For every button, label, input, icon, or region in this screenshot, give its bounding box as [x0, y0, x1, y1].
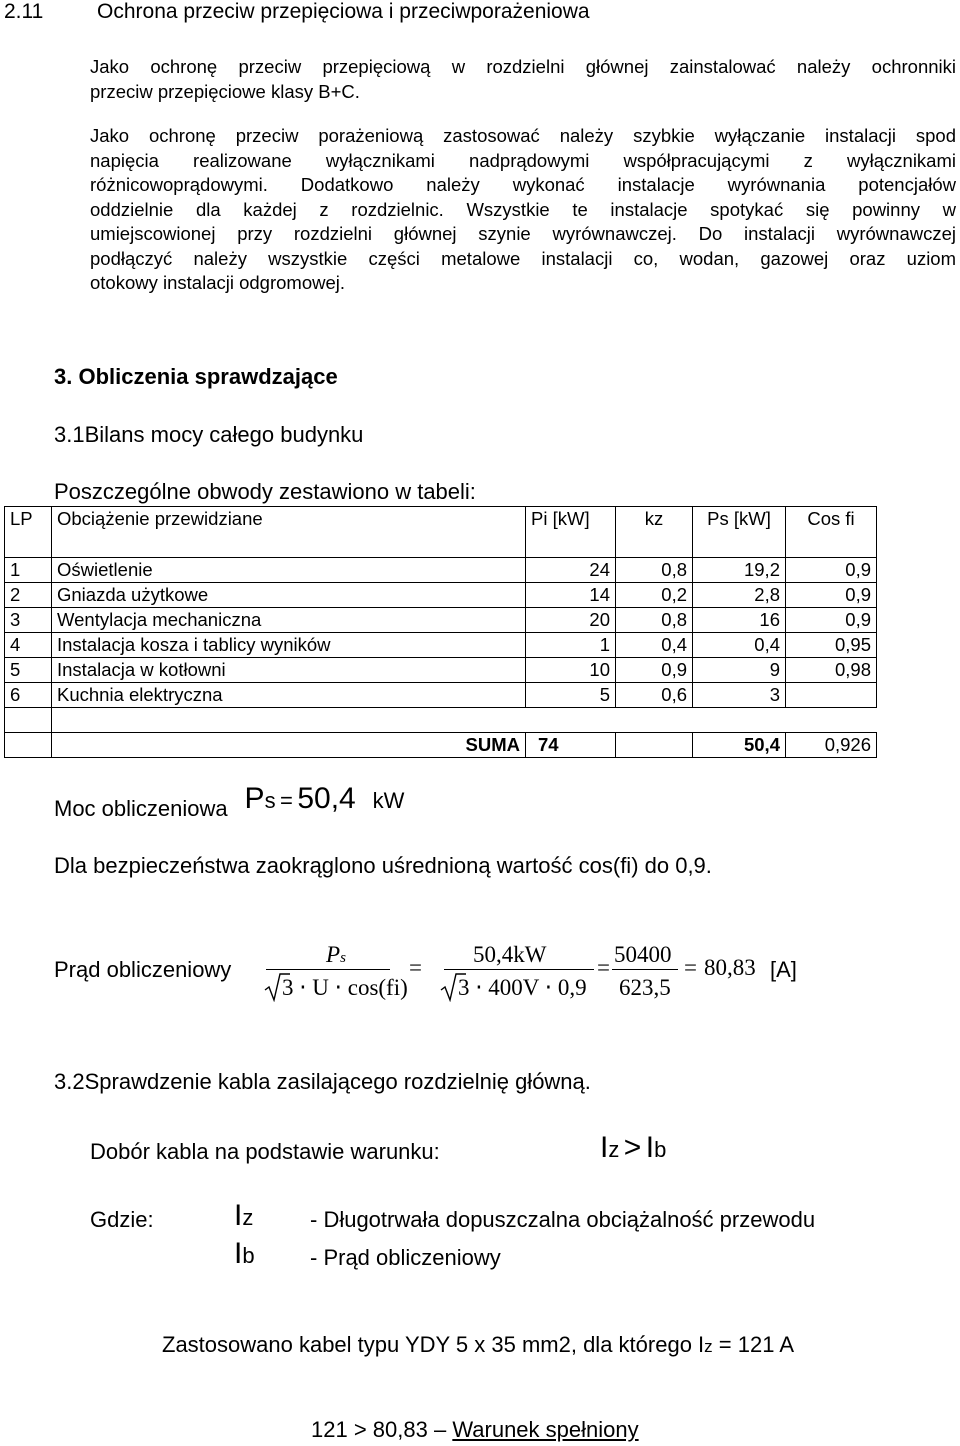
- section-number: 2.11: [4, 0, 44, 23]
- ib-subscript: b: [242, 1243, 255, 1268]
- fraction-3-denominator: 623,5: [619, 975, 671, 1000]
- table-row: [5, 583, 877, 608]
- iz-subscript: z: [242, 1205, 254, 1230]
- paragraph-line: napięcia realizowane wyłącznikami nadprądowymi współpracującymi z wyłącznikami: [90, 149, 956, 171]
- cell-kz: 0,4: [616, 633, 693, 658]
- cell-empty: [786, 708, 877, 733]
- cell-pi: 20: [526, 608, 616, 633]
- current-result: 80,83: [704, 955, 756, 980]
- paragraph-line: różnicowoprądowymi. Dodatkowo należy wykonać instalacje wyrównania potencjałów: [90, 174, 956, 195]
- cell-lp: 2: [5, 583, 52, 608]
- cell-pi: 1: [526, 633, 616, 658]
- cell-empty: [52, 708, 526, 733]
- ib-subscript: b: [654, 1137, 667, 1162]
- sum-pi: 74: [526, 733, 616, 758]
- paragraph-surge-protection: [90, 55, 956, 104]
- ib-symbol: I: [645, 1131, 655, 1164]
- current-unit: [A]: [770, 957, 797, 982]
- subsection-number: 3.2: [54, 1069, 85, 1094]
- iz-symbol: I: [600, 1131, 609, 1164]
- cell-empty: [5, 708, 52, 733]
- paragraph-line: Jako ochronę przeciw porażeniową zastosować należy szybkie wyłączanie instalacji spod: [90, 125, 956, 146]
- paragraph-line: przeciw przepięciowe klasy B+C.: [90, 80, 360, 102]
- cell-pi: 5: [526, 683, 616, 708]
- cell-empty: [5, 733, 52, 758]
- cable-subscript: z: [704, 1337, 713, 1356]
- power-unit: kW: [372, 788, 405, 813]
- equals-sign: =: [280, 788, 293, 813]
- table-row: [5, 633, 877, 658]
- cell-pi: 10: [526, 658, 616, 683]
- header-kz: kz: [616, 507, 693, 558]
- subsection-title: Sprawdzenie kabla zasilającego rozdzielnię główną.: [84, 1069, 591, 1094]
- iz-subscript: z: [608, 1137, 620, 1162]
- power-symbol: P: [244, 782, 265, 815]
- table-row: [5, 608, 877, 633]
- greater-than-sign: >: [623, 1131, 642, 1164]
- load-table: [4, 506, 877, 758]
- sum-cos: 0,926: [786, 733, 877, 758]
- cable-tail: = 121 A: [712, 1332, 795, 1357]
- power-symbol-sub: s: [264, 788, 276, 813]
- cell-cos: 0,9: [786, 608, 877, 633]
- paragraph-line: otokowy instalacji odgromowej.: [90, 272, 346, 293]
- cell-load: Oświetlenie: [52, 558, 526, 583]
- cell-lp: 5: [5, 658, 52, 683]
- header-load: Obciążenie przewidziane: [52, 507, 526, 558]
- header-pi: Pi [kW]: [526, 507, 616, 558]
- fraction-2-numerator: 50,4kW: [473, 942, 547, 967]
- iz-definition-symbol: [234, 1199, 253, 1233]
- equals-sign: =: [597, 955, 610, 980]
- fraction-1-bar: [266, 969, 390, 970]
- cable-text: Zastosowano kabel typu YDY 5 x 35 mm2, dla którego I: [162, 1332, 705, 1357]
- table-row: [5, 558, 877, 583]
- ib-symbol: I: [234, 1237, 243, 1270]
- iz-symbol: I: [234, 1199, 243, 1232]
- equals-sign: =: [684, 955, 697, 980]
- iz-description: - Długotrwała dopuszczalna obciążalność przewodu: [310, 1207, 816, 1232]
- cell-empty: [616, 708, 693, 733]
- final-dash: –: [433, 1417, 447, 1442]
- cell-lp: 1: [5, 558, 52, 583]
- cell-ps: 0,4: [693, 633, 786, 658]
- cell-cos: 0,98: [786, 658, 877, 683]
- fraction-1-denominator: 3 ⋅ U ⋅ cos(fi): [282, 975, 408, 1000]
- cell-ps: 3: [693, 683, 786, 708]
- cell-ps: 19,2: [693, 558, 786, 583]
- table-header-row: [5, 507, 877, 558]
- fraction-3-bar: [612, 969, 678, 970]
- paragraph-line: Jako ochronę przeciw przepięciową w rozdzielni głównej zainstalować należy ochronniki: [90, 56, 956, 77]
- cell-load: Wentylacja mechaniczna: [52, 608, 526, 633]
- cell-load: Instalacja w kotłowni: [52, 658, 526, 683]
- current-label: Prąd obliczeniowy: [54, 957, 232, 982]
- subsection-heading-3-1: [54, 422, 363, 448]
- fraction-2-bar: [444, 969, 594, 970]
- cell-cos: 0,9: [786, 558, 877, 583]
- cell-empty: [616, 733, 693, 758]
- cell-cos: [786, 683, 877, 708]
- cell-lp: 3: [5, 608, 52, 633]
- cell-kz: 0,2: [616, 583, 693, 608]
- header-lp: LP: [5, 507, 52, 558]
- cell-ps: 16: [693, 608, 786, 633]
- header-cos: Cos fi: [786, 507, 877, 558]
- table-row-empty: [5, 708, 877, 733]
- design-power-label: Moc obliczeniowa: [54, 796, 228, 821]
- fraction-1-numerator: [326, 942, 346, 968]
- design-power-line: [54, 782, 404, 822]
- cell-kz: 0,9: [616, 658, 693, 683]
- cell-cos: 0,95: [786, 633, 877, 658]
- section-heading-2-11: [4, 0, 590, 24]
- table-row: [5, 683, 877, 708]
- section-title: Ochrona przeciw przepięciowa i przeciwporażeniowa: [97, 0, 590, 23]
- table-sum-row: [5, 733, 877, 758]
- final-result: Warunek spełniony: [452, 1417, 639, 1442]
- cell-ps: 9: [693, 658, 786, 683]
- fraction-2-denominator: 3 ⋅ 400V ⋅ 0,9: [458, 975, 587, 1000]
- subsection-number: 3.1: [54, 422, 85, 447]
- paragraph-shock-protection: [90, 124, 956, 296]
- cell-load: Kuchnia elektryczna: [52, 683, 526, 708]
- fraction-3-numerator: 50400: [614, 942, 672, 967]
- final-check: [311, 1417, 639, 1443]
- sum-ps: 50,4: [693, 733, 786, 758]
- table-row: [5, 658, 877, 683]
- gdzie-label: Gdzie:: [90, 1207, 154, 1232]
- cell-empty: [526, 708, 616, 733]
- cell-lp: 4: [5, 633, 52, 658]
- final-lhs: 121 > 80,83: [311, 1417, 434, 1442]
- subsection-heading-3-2: [54, 1069, 591, 1095]
- header-ps: Ps [kW]: [693, 507, 786, 558]
- cell-cos: 0,9: [786, 583, 877, 608]
- table-intro: Poszczególne obwody zestawiono w tabeli:: [54, 479, 476, 504]
- paragraph-line: podłączyć należy wszystkie części metalowe instalacji co, wodan, gazowej oraz uziom: [90, 247, 956, 269]
- cell-pi: 14: [526, 583, 616, 608]
- cell-pi: 24: [526, 558, 616, 583]
- cell-kz: 0,8: [616, 558, 693, 583]
- cell-ps: 2,8: [693, 583, 786, 608]
- cell-kz: 0,8: [616, 608, 693, 633]
- condition-formula: [600, 1131, 666, 1165]
- cell-empty: [693, 708, 786, 733]
- cell-load: Gniazda użytkowe: [52, 583, 526, 608]
- condition-label: Dobór kabla na podstawie warunku:: [90, 1139, 440, 1164]
- paragraph-line: oddzielnie dla każdej z rozdzielnic. Wszystkie te instalacje spotykać się powinny w: [90, 198, 956, 220]
- sum-label: SUMA: [52, 733, 526, 758]
- power-value: 50,4: [297, 782, 356, 815]
- ib-description: - Prąd obliczeniowy: [310, 1245, 501, 1270]
- cell-kz: 0,6: [616, 683, 693, 708]
- cell-load: Instalacja kosza i tablicy wyników: [52, 633, 526, 658]
- cable-selection: [162, 1332, 794, 1358]
- section-heading-3: 3. Obliczenia sprawdzające: [54, 364, 338, 389]
- equals-sign: =: [409, 955, 422, 980]
- paragraph-line: umiejscowionej przy rozdzielni głównej szynie wyrównawczej. Do instalacji wyrównawczej: [90, 223, 956, 244]
- cell-lp: 6: [5, 683, 52, 708]
- safety-note: Dla bezpieczeństwa zaokrąglono uśrednioną wartość cos(fi) do 0,9.: [54, 853, 712, 878]
- fraction-1-s: s: [340, 950, 346, 966]
- subsection-title: Bilans mocy całego budynku: [84, 422, 364, 447]
- fraction-1-P: P: [326, 942, 341, 967]
- ib-definition-symbol: [234, 1237, 255, 1271]
